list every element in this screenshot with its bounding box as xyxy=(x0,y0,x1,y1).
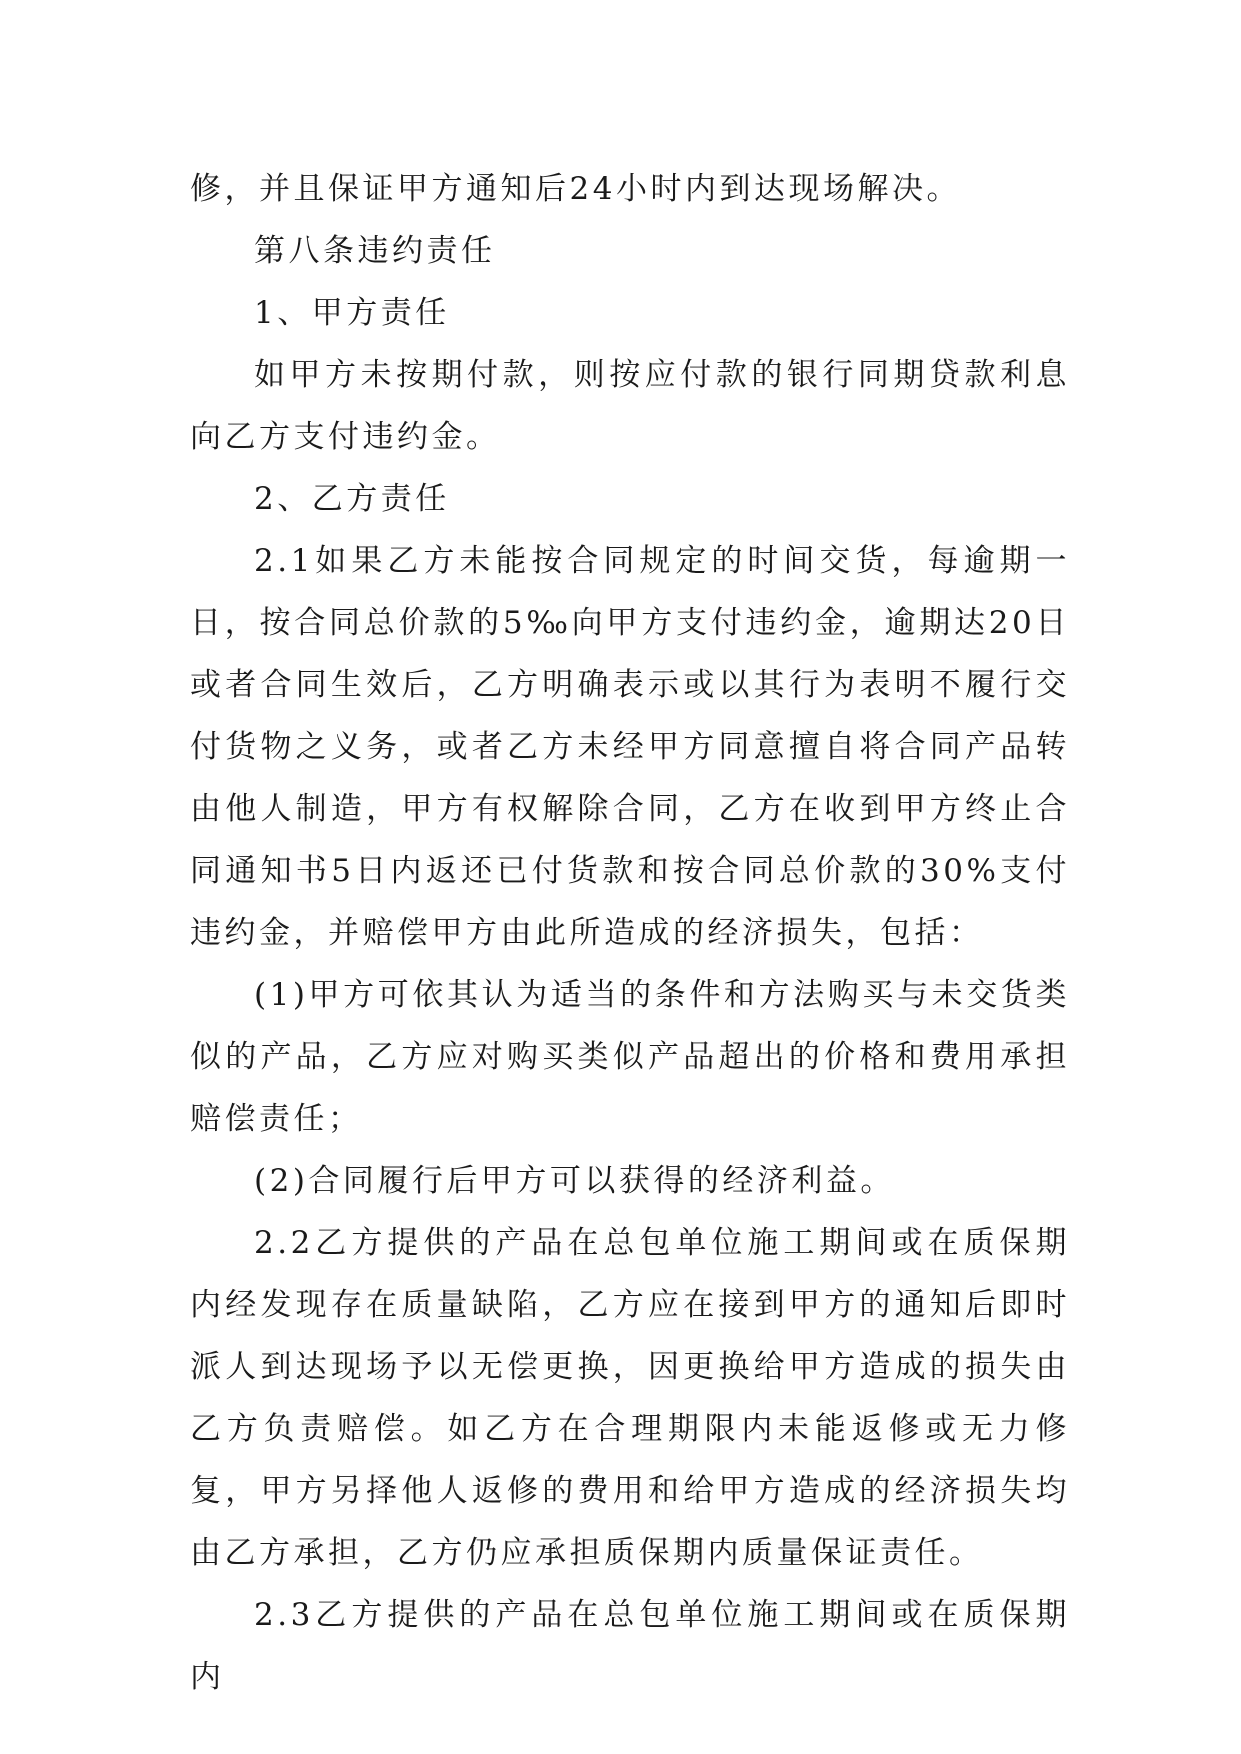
section-heading-party-b: 2、乙方责任 xyxy=(254,481,450,517)
article-heading: 第八条违约责任 xyxy=(254,233,496,269)
clause-2-3: 2.3乙方提供的产品在总包单位施工期间或在质保期内 xyxy=(190,1597,1070,1695)
paragraph-continuation: 修，并且保证甲方通知后24小时内到达现场解决。 xyxy=(190,171,961,207)
paragraph-party-a-liability: 如甲方未按期付款，则按应付款的银行同期贷款利息向乙方支付违约金。 xyxy=(190,357,1070,455)
sub-item-1: (1)甲方可依其认为适当的条件和方法购买与未交货类似的产品，乙方应对购买类似产品超出的价格和费用承担赔偿责任； xyxy=(190,977,1070,1137)
clause-2-1: 2.1如果乙方未能按合同规定的时间交货，每逾期一日，按合同总价款的5‰向甲方支付违约金，逾期达20日或者合同生效后，乙方明确表示或以其行为表明不履行交付货物之义务，或者乙方未经甲方同意擅自将合同产品转由他人制造，甲方有权解除合同，乙方在收到甲方终止合同通知书5日内返还已付货款和按合同总价款的30%支付违约金，并赔偿甲方由此所造成的经济损失，包括： xyxy=(190,543,1070,951)
document-body xyxy=(190,158,1070,1708)
section-heading-party-a: 1、甲方责任 xyxy=(254,295,450,331)
clause-2-2: 2.2乙方提供的产品在总包单位施工期间或在质保期内经发现存在质量缺陷，乙方应在接到甲方的通知后即时派人到达现场予以无偿更换，因更换给甲方造成的损失由乙方负责赔偿。如乙方在合理期限内未能返修或无力修复，甲方另择他人返修的费用和给甲方造成的经济损失均由乙方承担，乙方仍应承担质保期内质量保证责任。 xyxy=(190,1225,1070,1571)
sub-item-2: (2)合同履行后甲方可以获得的经济利益。 xyxy=(254,1163,895,1199)
